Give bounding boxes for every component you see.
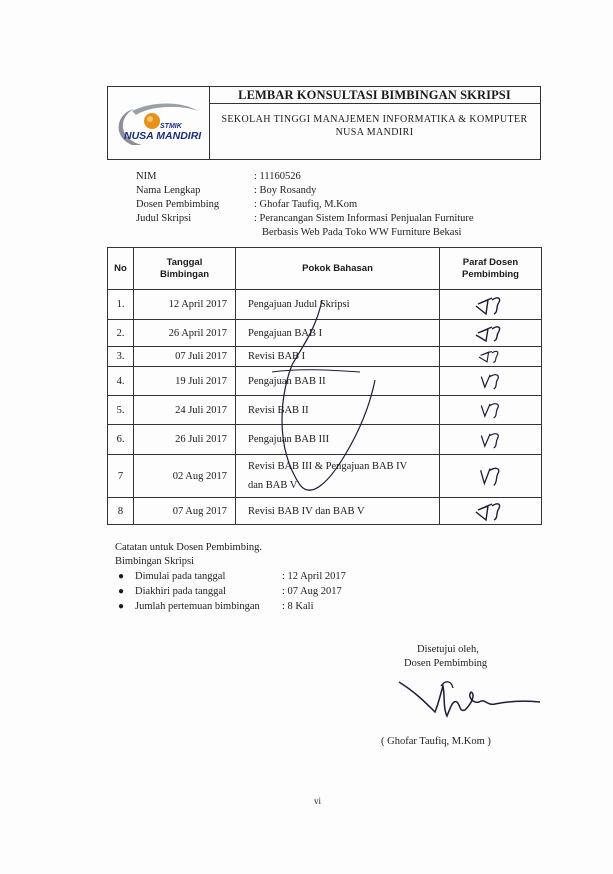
thesis-title-line-1: : Perancangan Sistem Informasi Penjualan Furniture [254,213,474,224]
row-topic: Revisi BAB III & Pengajuan BAB IV dan BAB V [236,455,440,498]
row-no: 4. [108,367,134,396]
notes-subheading: Bimbingan Skripsi [115,556,195,567]
col-header-signature: Paraf Dosen Pembimbing [440,248,542,290]
initials-signature-icon [476,399,506,421]
nim-value: : 11160526 [254,171,301,182]
row-date: 19 Juli 2017 [134,367,236,396]
row-date: 02 Aug 2017 [134,455,236,498]
row-topic: Pengajuan Judul Skripsi [236,290,440,320]
thesis-title-line-2: Berbasis Web Pada Toko WW Furniture Bekasi [262,227,462,238]
row-no: 5. [108,396,134,425]
row-date: 24 Juli 2017 [134,396,236,425]
row-topic: Pengajuan BAB II [236,367,440,396]
row-topic: Pengajuan BAB III [236,425,440,455]
row-no: 2. [108,320,134,347]
row-signature [440,320,542,347]
bullet-icon: ● [118,571,125,582]
bullet-icon: ● [118,586,125,597]
consultation-table [107,247,542,525]
table-row [108,396,542,425]
col-header-date: Tanggal Bimbingan [134,248,236,290]
bullet-icon: ● [118,601,125,612]
notes-heading: Catatan untuk Dosen Pembimbing. [115,542,262,553]
form-header [107,86,541,160]
initials-signature-icon [474,323,508,343]
table-row [108,290,542,320]
svg-text:STMIK: STMIK [160,123,182,130]
row-date: 26 April 2017 [134,320,236,347]
end-date-label: Diakhiri pada tanggal [135,586,226,597]
table-row [108,367,542,396]
table-header-row [108,248,542,290]
row-no: 3. [108,347,134,367]
advisor-label: Dosen Pembimbing [136,199,220,210]
nim-label: NIM [136,171,157,182]
row-signature [440,347,542,367]
thesis-title-label: Judul Skripsi [136,213,192,224]
advisor-signature [395,672,545,732]
institution-logo [108,87,210,159]
initials-signature-icon [476,349,506,365]
row-signature [440,367,542,396]
row-date: 12 April 2017 [134,290,236,320]
row-topic: Revisi BAB II [236,396,440,425]
row-no: 6. [108,425,134,455]
row-date: 26 Juli 2017 [134,425,236,455]
approved-by-label: Disetujui oleh, [417,644,479,655]
initials-signature-icon [476,429,506,451]
row-topic: Pengajuan BAB I [236,320,440,347]
table-row [108,498,542,525]
name-value: : Boy Rosandy [254,185,317,196]
table-row [108,320,542,347]
row-signature [440,498,542,525]
institution-name [209,103,540,159]
initials-signature-icon [474,294,508,316]
row-no: 8 [108,498,134,525]
advisor-role-label: Dosen Pembimbing [404,658,488,669]
start-date-value: : 12 April 2017 [282,571,346,582]
col-header-topic: Pokok Bahasan [236,248,440,290]
meeting-count-label: Jumlah pertemuan bimbingan [135,601,260,612]
advisor-name: ( Ghofar Taufiq, M.Kom ) [381,736,491,747]
col-header-no: No [108,248,134,290]
start-date-label: Dimulai pada tanggal [135,571,226,582]
row-signature [440,290,542,320]
initials-signature-icon [475,464,507,488]
end-date-value: : 07 Aug 2017 [282,586,342,597]
advisor-value: : Ghofar Taufiq, M.Kom [254,199,358,210]
row-signature [440,425,542,455]
row-no: 1. [108,290,134,320]
institution-line-1: SEKOLAH TINGGI MANAJEMEN INFORMATIKA & KOMPUTER [221,114,528,125]
row-date: 07 Aug 2017 [134,498,236,525]
row-topic: Revisi BAB IV dan BAB V [236,498,440,525]
name-label: Nama Lengkap [136,185,201,196]
svg-text:NUSA MANDIRI: NUSA MANDIRI [124,130,202,142]
row-signature [440,396,542,425]
row-topic: Revisi BAB I [236,347,440,367]
row-date: 07 Juli 2017 [134,347,236,367]
table-row [108,425,542,455]
table-row [108,347,542,367]
row-no: 7 [108,455,134,498]
row-signature [440,455,542,498]
initials-signature-icon [476,371,506,391]
meeting-count-value: : 8 Kali [282,601,314,612]
table-row [108,455,542,498]
page-number: vi [314,796,322,806]
form-title: LEMBAR KONSULTASI BIMBINGAN SKRIPSI [209,87,540,104]
institution-line-2: NUSA MANDIRI [335,127,414,138]
initials-signature-icon [474,500,508,522]
